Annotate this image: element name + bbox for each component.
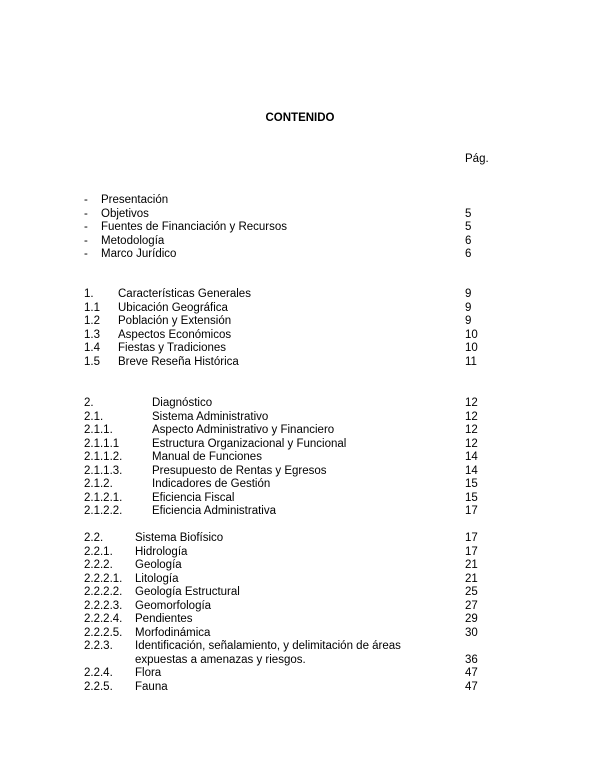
- toc-entry-page: 10: [465, 328, 478, 341]
- toc-entry-title: Eficiencia Administrativa: [152, 505, 276, 517]
- toc-entry-number: 1.2: [84, 315, 100, 327]
- toc-entry-title: Metodología: [101, 234, 165, 247]
- toc-entry-title: Eficiencia Fiscal: [152, 491, 235, 504]
- toc-entry: [0, 355, 600, 369]
- toc-entry-number: 1.: [84, 288, 94, 300]
- toc-entry: [0, 314, 600, 328]
- toc-entry-number: 2.1.1.3.: [84, 464, 123, 477]
- toc-entry: [0, 207, 600, 221]
- toc-entry-number: 2.1.1.: [84, 424, 113, 436]
- toc-entry-page: 10: [465, 342, 478, 354]
- toc-entry-number: 2.2.3.: [84, 640, 113, 652]
- toc-entry: [0, 504, 600, 518]
- toc-entry-page: 30: [465, 626, 478, 639]
- toc-entry-number: 2.1.1.2.: [84, 451, 123, 463]
- toc-entry-number: 2.2.2.1.: [84, 572, 123, 585]
- toc-entry-page: 14: [465, 451, 478, 463]
- toc-entry-number: 1.1: [84, 301, 100, 314]
- toc-entry-page: 15: [465, 478, 478, 490]
- toc-entry-page: 27: [465, 599, 478, 612]
- toc-entry-page: 25: [465, 586, 478, 598]
- toc-entry-title: Sistema Administrativo: [152, 410, 269, 423]
- toc-entry-number: 1.5: [84, 355, 100, 368]
- toc-entry: [0, 639, 600, 653]
- toc-entry-title: Presentación: [101, 194, 169, 206]
- toc-entry: [0, 612, 600, 626]
- toc-entry-title: expuestas a amenazas y riesgos.: [135, 653, 306, 666]
- toc-entry-page: 5: [465, 221, 472, 233]
- toc-entry: [0, 653, 600, 667]
- toc-entry-title: Aspecto Administrativo y Financiero: [152, 424, 335, 436]
- toc-entry: [0, 531, 600, 545]
- toc-entry-number: 2.2.2.5.: [84, 626, 123, 639]
- toc-entry: [0, 680, 600, 694]
- page-column-header: Pág.: [465, 153, 489, 165]
- toc-entry: [0, 220, 600, 234]
- toc-entry-title: Diagnóstico: [152, 397, 213, 409]
- toc-entry-number: 2.2.2.4.: [84, 613, 123, 625]
- toc-entry-title: Aspectos Económicos: [118, 328, 232, 341]
- toc-entry-page: 6: [465, 234, 472, 247]
- toc-entry-number: 2.2.2.2.: [84, 586, 123, 598]
- toc-entry-title: Marco Jurídico: [101, 248, 177, 260]
- toc-entry: [0, 491, 600, 505]
- toc-entry-page: 47: [465, 680, 478, 693]
- toc-entry-page: 6: [465, 248, 472, 260]
- toc-entry-page: 21: [465, 559, 478, 571]
- toc-entry-page: 17: [465, 545, 478, 558]
- toc-entry-title: Estructura Organizacional y Funcional: [152, 437, 347, 450]
- toc-entry-title: Características Generales: [118, 288, 251, 300]
- toc-entry-title: Morfodinámica: [135, 626, 211, 639]
- page-title: CONTENIDO: [265, 112, 335, 124]
- toc-entry-title: Identificación, señalamiento, y delimitación de áreas: [135, 640, 401, 652]
- toc-entry-number: 1.3: [84, 328, 100, 341]
- toc-entry: [0, 301, 600, 315]
- toc-entry-title: Litología: [135, 572, 179, 585]
- toc-entry-number: 2.1.2.2.: [84, 505, 123, 517]
- toc-entry: [0, 477, 600, 491]
- toc-entry: [0, 437, 600, 451]
- toc-entry-number: 2.2.: [84, 532, 104, 544]
- toc-entry: [0, 193, 600, 207]
- toc-entry: [0, 396, 600, 410]
- toc-entry: [0, 599, 600, 613]
- toc-entry-page: 17: [465, 532, 478, 544]
- toc-entry-number: 1.4: [84, 342, 100, 354]
- toc-entry-title: Geología Estructural: [135, 586, 240, 598]
- toc-entry-title: Fuentes de Financiación y Recursos: [101, 221, 288, 233]
- toc-entry-number: 2.1.: [84, 410, 104, 423]
- toc-entry-page: 15: [465, 491, 478, 504]
- toc-entry-number: 2.2.2.3.: [84, 599, 123, 612]
- toc-entry-page: 9: [465, 315, 472, 327]
- toc-entry-page: 11: [465, 355, 477, 368]
- toc-entry: [0, 558, 600, 572]
- toc-entry: [0, 585, 600, 599]
- toc-entry-title: Población y Extensión: [118, 315, 232, 327]
- toc-entry-title: Hidrología: [135, 545, 188, 558]
- toc-entry-page: 12: [465, 424, 478, 436]
- toc-entry-title: Fiestas y Tradiciones: [118, 342, 227, 354]
- toc-entry: [0, 328, 600, 342]
- toc-entry-title: Presupuesto de Rentas y Egresos: [152, 464, 327, 477]
- toc-entry-number: 2.1.2.: [84, 478, 113, 490]
- toc-entry-page: 12: [465, 410, 478, 423]
- toc-entry-title: Ubicación Geográfica: [118, 301, 228, 314]
- toc-entry-page: 17: [465, 505, 478, 517]
- toc-entry: [0, 464, 600, 478]
- toc-entry-number: 2.2.5.: [84, 680, 113, 693]
- toc-entry: [0, 247, 600, 261]
- toc-entry-page: 29: [465, 613, 478, 625]
- toc-entry-title: Geología: [135, 559, 182, 571]
- toc-entry-page: 14: [465, 464, 478, 477]
- toc-entry-number: 2.1.2.1.: [84, 491, 123, 504]
- toc-entry: [0, 572, 600, 586]
- toc-entry-title: Fauna: [135, 680, 168, 693]
- toc-entry-page: 12: [465, 397, 478, 409]
- toc-entry-page: 36: [465, 653, 478, 666]
- toc-entry: [0, 666, 600, 680]
- toc-entry-number: -: [84, 194, 88, 206]
- toc-entry: [0, 410, 600, 424]
- toc-entry: [0, 234, 600, 248]
- toc-entry-page: 9: [465, 301, 472, 314]
- toc-entry-page: 5: [465, 207, 472, 220]
- toc-entry-title: Sistema Biofísico: [135, 532, 224, 544]
- toc-entry: [0, 341, 600, 355]
- toc-entry-title: Breve Reseña Histórica: [118, 355, 239, 368]
- toc-entry: [0, 287, 600, 301]
- toc-entry: [0, 626, 600, 640]
- toc-entry-number: -: [84, 248, 88, 260]
- toc-entry-title: Flora: [135, 667, 162, 679]
- toc-entry-title: Pendientes: [135, 613, 193, 625]
- toc-entry-number: -: [84, 207, 88, 220]
- toc-entry-number: -: [84, 234, 88, 247]
- toc-entry-number: 2.2.1.: [84, 545, 113, 558]
- toc-entry-number: 2.2.2.: [84, 559, 113, 571]
- toc-entry: [0, 450, 600, 464]
- toc-entry-number: 2.: [84, 397, 94, 409]
- toc-entry: [0, 423, 600, 437]
- toc-entry-title: Geomorfología: [135, 599, 212, 612]
- toc-entry-title: Manual de Funciones: [152, 451, 262, 463]
- toc-entry-page: 12: [465, 437, 478, 450]
- toc-entry-page: 9: [465, 288, 472, 300]
- toc-entry: [0, 545, 600, 559]
- toc-entry-title: Indicadores de Gestión: [152, 478, 271, 490]
- toc-entry-page: 21: [465, 572, 478, 585]
- toc-entry-title: Objetivos: [101, 207, 149, 220]
- toc-entry-number: 2.2.4.: [84, 667, 113, 679]
- toc-entry-number: -: [84, 221, 88, 233]
- toc-entry-number: 2.1.1.1: [84, 437, 120, 450]
- toc-entry-page: 47: [465, 667, 478, 679]
